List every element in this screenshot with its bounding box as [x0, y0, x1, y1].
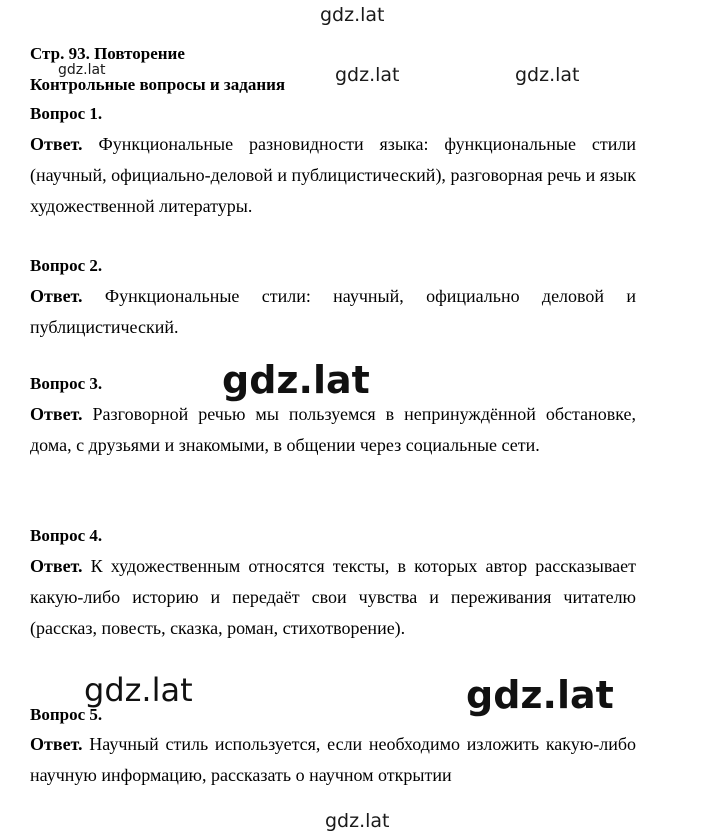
- watermark-mid-left: gdz.lat: [335, 64, 400, 86]
- answer-text-4: К художественным относятся тексты, в которых автор рассказывает какую-либо историю и передаёт свои чувства и переживания читателю (рассказ, повесть, сказка, роман, стихотворение).: [30, 556, 637, 638]
- answer-text-3: Разговорной речью мы пользуемся в непринуждённой обстановке, дома, с друзьями и знакомыми, в общении через социальные сети.: [30, 404, 636, 455]
- question-title-2: Вопрос 2.: [30, 256, 103, 275]
- answer-2: [30, 281, 636, 343]
- watermark-large-right: gdz.lat: [466, 673, 614, 717]
- watermark-left: gdz.lat: [84, 671, 193, 709]
- watermark-top: gdz.lat: [320, 4, 385, 26]
- answer-label: Ответ.: [30, 404, 83, 424]
- answer-label: Ответ.: [30, 556, 83, 576]
- answer-3: [30, 399, 636, 461]
- watermark-mid-right: gdz.lat: [515, 64, 580, 86]
- question-title-1: Вопрос 1.: [30, 104, 103, 123]
- answer-text-5: Научный стиль используется, если необходимо изложить какую-либо научную информацию, рассказать о научном открытии: [30, 734, 636, 785]
- question-title-4: Вопрос 4.: [30, 526, 103, 545]
- answer-text-1: Функциональные разновидности языка: функциональные стили (научный, официально-деловой и публицистический), разговорная речь и язык художественной литературы.: [30, 134, 637, 216]
- page-title: Стр. 93. Повторение: [30, 44, 185, 63]
- question-title-3: Вопрос 3.: [30, 374, 103, 393]
- answer-label: Ответ.: [30, 734, 83, 754]
- watermark-small: gdz.lat: [58, 62, 106, 78]
- answer-label: Ответ.: [30, 134, 83, 154]
- question-title-5: Вопрос 5.: [30, 705, 103, 724]
- watermark-large-center: gdz.lat: [222, 358, 370, 402]
- answer-1: [30, 129, 636, 222]
- answer-label: Ответ.: [30, 286, 83, 306]
- answer-text-2: Функциональные стили: научный, официально деловой и публицистический.: [30, 286, 636, 337]
- watermark-bottom: gdz.lat: [325, 810, 390, 832]
- section-title: Контрольные вопросы и задания: [30, 75, 286, 94]
- answer-5: [30, 729, 636, 791]
- answer-4: [30, 551, 636, 644]
